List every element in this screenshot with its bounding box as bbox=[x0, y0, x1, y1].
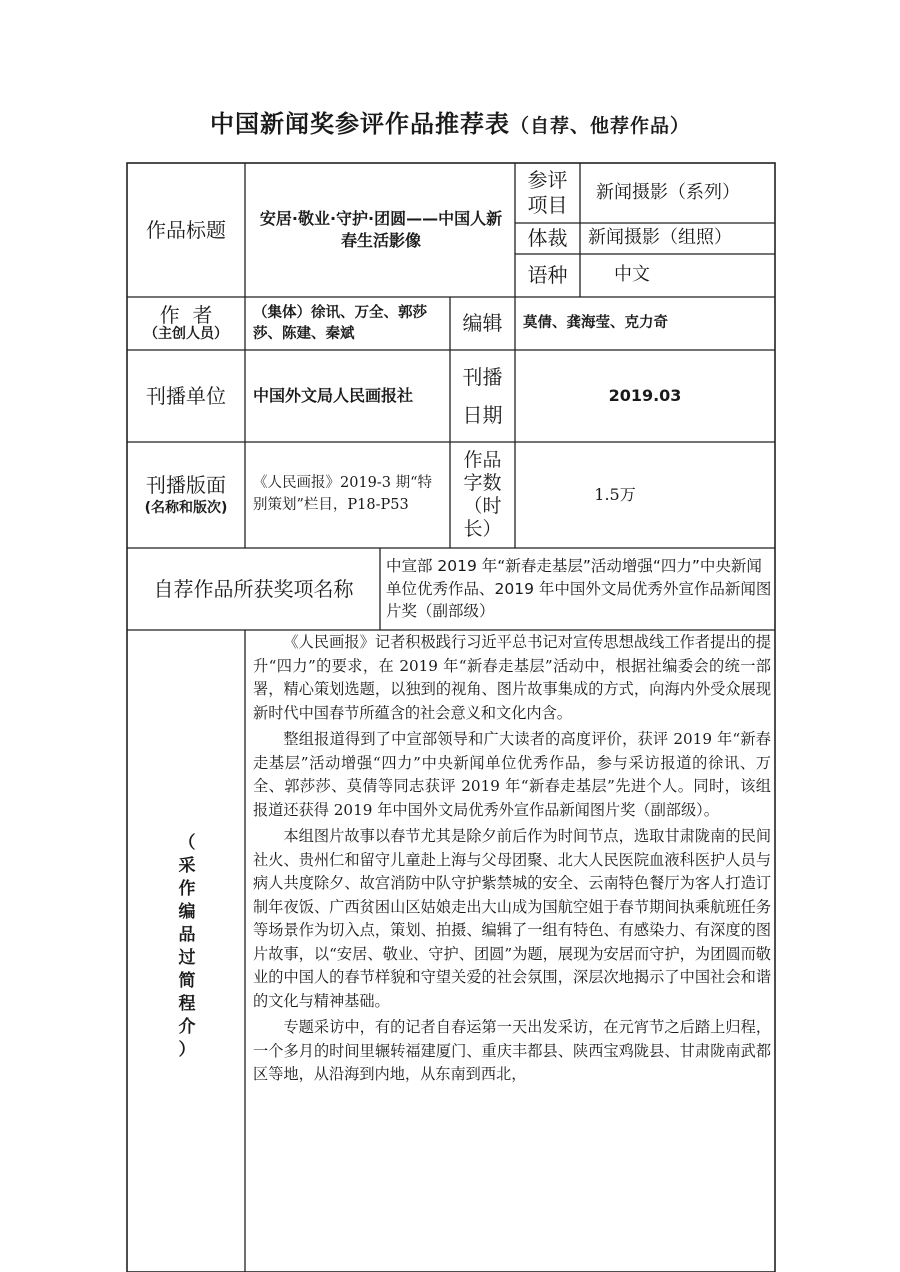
project-label: 参评项目 bbox=[527, 168, 568, 217]
date-label-cell bbox=[450, 350, 515, 442]
process-label-char: 程介 bbox=[178, 994, 196, 1037]
publisher-label: 刊播单位 bbox=[146, 383, 226, 408]
award-value: 中宣部 2019 年“新春走基层”活动增强“四力”中央新闻单位优秀作品、2019 年中国外文局优秀外宣作品新闻图片奖（副部级） bbox=[386, 557, 772, 621]
work-title-value: 安居·敬业·守护·团圆——中国人新春生活影像 bbox=[259, 209, 503, 250]
process-paragraph: 《人民画报》记者积极践行习近平总书记对宣传思想战线工作者提出的提升“四力”的要求，在 2019 年“新春走基层”活动中，根据社编委会的统一部署，精心策划选题，以独到的视角、图片故事集成的方式，向海内外受众展现新时代中国春节所蕴含的社会意义和文化内含。 bbox=[253, 633, 771, 722]
process-paragraph: 本组图片故事以春节尤其是除夕前后作为时间节点，选取甘肃陇南的民间社火、贵州仁和留守儿童赴上海与父母团聚、北大人民医院血液科医护人员与病人共度除夕、故宫消防中队守护紫禁城的安全、云南特色餐厅为客人打造订制年夜饭、广西贫困山区姑娘走出大山成为国航空姐于春节期间执乘航班任务等场景作为切入点，策划、拍摄、编辑了一组有特色、有感染力、有深度的图片故事，以“安居、敬业、守护、团圆”为题，展现为安居而守护，为团圆而敬业的中国人的春节样貌和守望关爱的社会氛围，深层次地揭示了中国社会和谐的文化与精神基础。 bbox=[253, 827, 771, 1010]
language-label: 语种 bbox=[527, 263, 568, 287]
edition-label: 刊播版面 bbox=[146, 473, 226, 498]
award-label: 自荐作品所获奖项名称 bbox=[153, 576, 354, 601]
genre-value: 新闻摄影（组照） bbox=[588, 227, 732, 249]
process-label bbox=[172, 832, 202, 1062]
author-sublabel: （主创人员） bbox=[144, 326, 228, 343]
process-label-char: （ bbox=[178, 833, 196, 853]
word-count-value: 1.5万 bbox=[594, 485, 636, 505]
editor-label: 编辑 bbox=[462, 311, 503, 335]
author-label: 作 者 bbox=[159, 303, 213, 328]
authors-value: （集体）徐讯、万全、郭莎莎、陈建、秦斌 bbox=[253, 305, 427, 342]
process-label-char: ） bbox=[178, 1040, 196, 1060]
edition-label-cell bbox=[127, 442, 245, 548]
publisher-value: 中国外文局人民画报社 bbox=[253, 386, 414, 406]
edition-value: 《人民画报》2019-3 期“特别策划”栏目，P18-P53 bbox=[253, 475, 433, 513]
process-description bbox=[253, 631, 771, 1090]
genre-label: 体裁 bbox=[527, 226, 568, 250]
word-count-label: 作品字数（时长） bbox=[463, 449, 502, 540]
work-title-label: 作品标题 bbox=[146, 217, 226, 242]
form-title-main: 中国新闻奖参评作品推荐表 bbox=[209, 110, 510, 138]
process-label-char: 编品 bbox=[178, 902, 196, 945]
edition-sublabel: (名称和版次) bbox=[144, 500, 228, 517]
author-label-cell bbox=[127, 297, 245, 350]
date-label-line2: 日期 bbox=[462, 402, 503, 427]
date-value: 2019.03 bbox=[608, 386, 682, 406]
process-paragraph: 专题采访中，有的记者自春运第一天出发采访，在元宵节之后踏上归程，一个多月的时间里辗转福建厦门、重庆丰都县、陕西宝鸡陇县、甘肃陇南武都区等地，从沿海到内地，从东南到西北， bbox=[253, 1018, 771, 1083]
project-value: 新闻摄影（系列） bbox=[596, 181, 740, 203]
language-value: 中文 bbox=[614, 264, 650, 286]
form-title-note: （自荐、他荐作品） bbox=[509, 115, 690, 137]
process-label-char: 采作 bbox=[178, 856, 196, 899]
process-label-char: 过简 bbox=[178, 948, 196, 991]
editors-value: 莫倩、龚海莹、克力奇 bbox=[523, 314, 668, 331]
date-label-line1: 刊播 bbox=[462, 364, 503, 389]
process-paragraph: 整组报道得到了中宣部领导和广大读者的高度评价，获评 2019 年“新春走基层”活动增强“四力”中央新闻单位优秀作品，参与采访报道的徐讯、万全、郭莎莎、莫倩等同志获评 2019 年“新春走基层”先进个人。同时，该组报道还获得 2019 年中国外文局优秀外宣作品新闻图片奖（副部级）。 bbox=[253, 730, 771, 819]
